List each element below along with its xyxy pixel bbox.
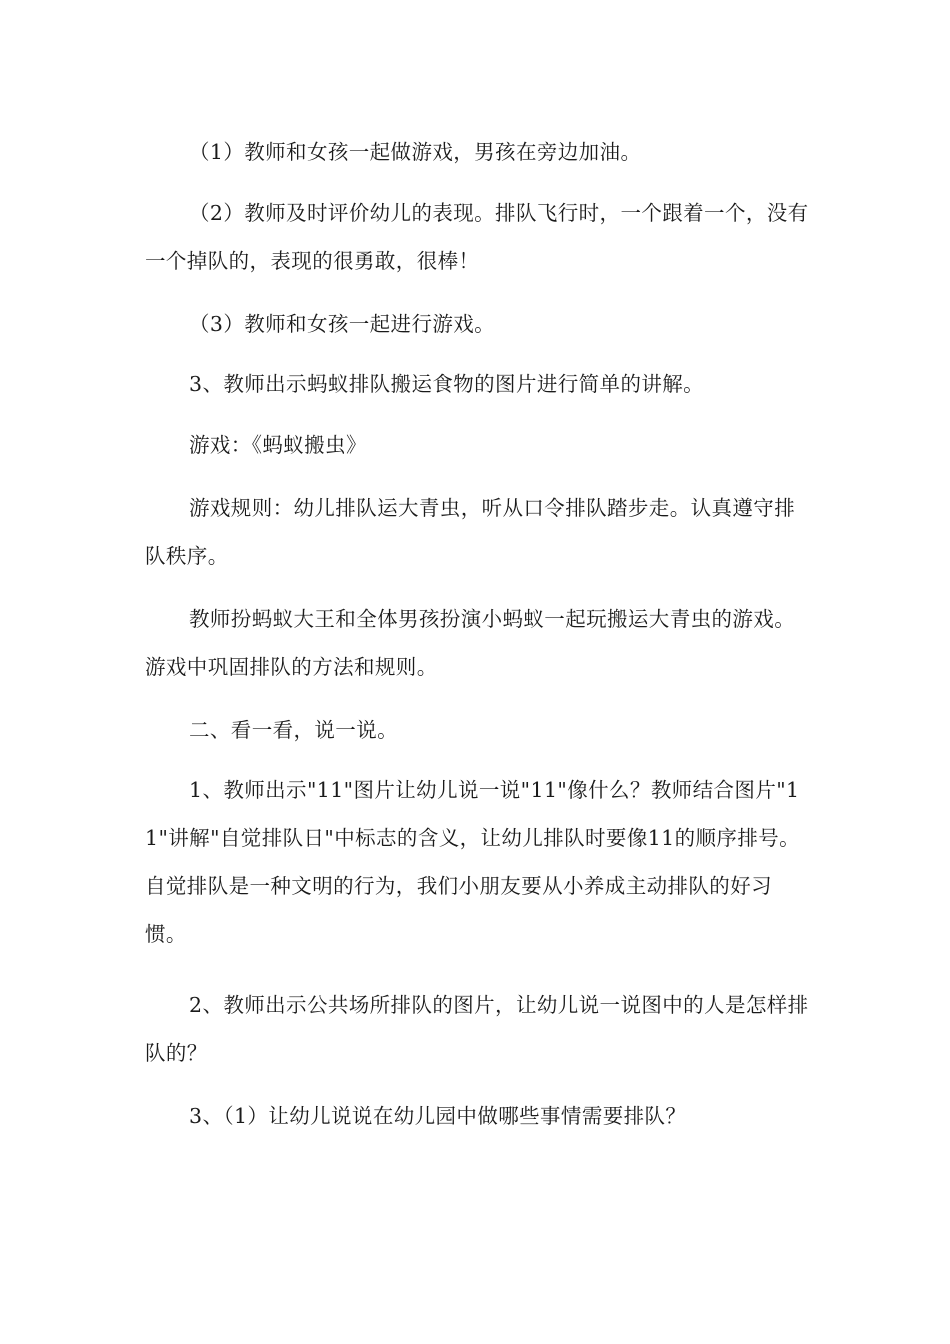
paragraph: 2、教师出示公共场所排队的图片，让幼儿说一说图中的人是怎样排队的？: [145, 993, 809, 1065]
paragraph: 教师扮蚂蚁大王和全体男孩扮演小蚂蚁一起玩搬运大青虫的游戏。游戏中巩固排队的方法和规则。: [145, 607, 796, 679]
paragraph: 3、教师出示蚂蚁排队搬运食物的图片进行简单的讲解。: [189, 372, 705, 396]
paragraph: 游戏：《蚂蚁搬虫》: [189, 433, 367, 457]
paragraph: 游戏规则：幼儿排队运大青虫，听从口令排队踏步走。认真遵守排队秩序。: [145, 496, 796, 568]
paragraph: 3、（1）让幼儿说说在幼儿园中做哪些事情需要排队？: [189, 1104, 687, 1128]
paragraph: 1、教师出示"11"图片让幼儿说一说"11"像什么？教师结合图片"11"讲解"自觉排队日"中标志的含义，让幼儿排队时要像11的顺序排号。自觉排队是一种文明的行为，我们小朋友要从小养成主动排队的好习惯。: [145, 778, 801, 946]
section-heading: 二、看一看，说一说。: [189, 718, 398, 742]
paragraph: （2）教师及时评价幼儿的表现。排队飞行时，一个跟着一个，没有一个掉队的，表现的很勇敢，很棒！: [145, 201, 809, 273]
paragraph: （3）教师和女孩一起进行游戏。: [189, 312, 496, 336]
paragraph: （1）教师和女孩一起做游戏，男孩在旁边加油。: [189, 140, 642, 164]
